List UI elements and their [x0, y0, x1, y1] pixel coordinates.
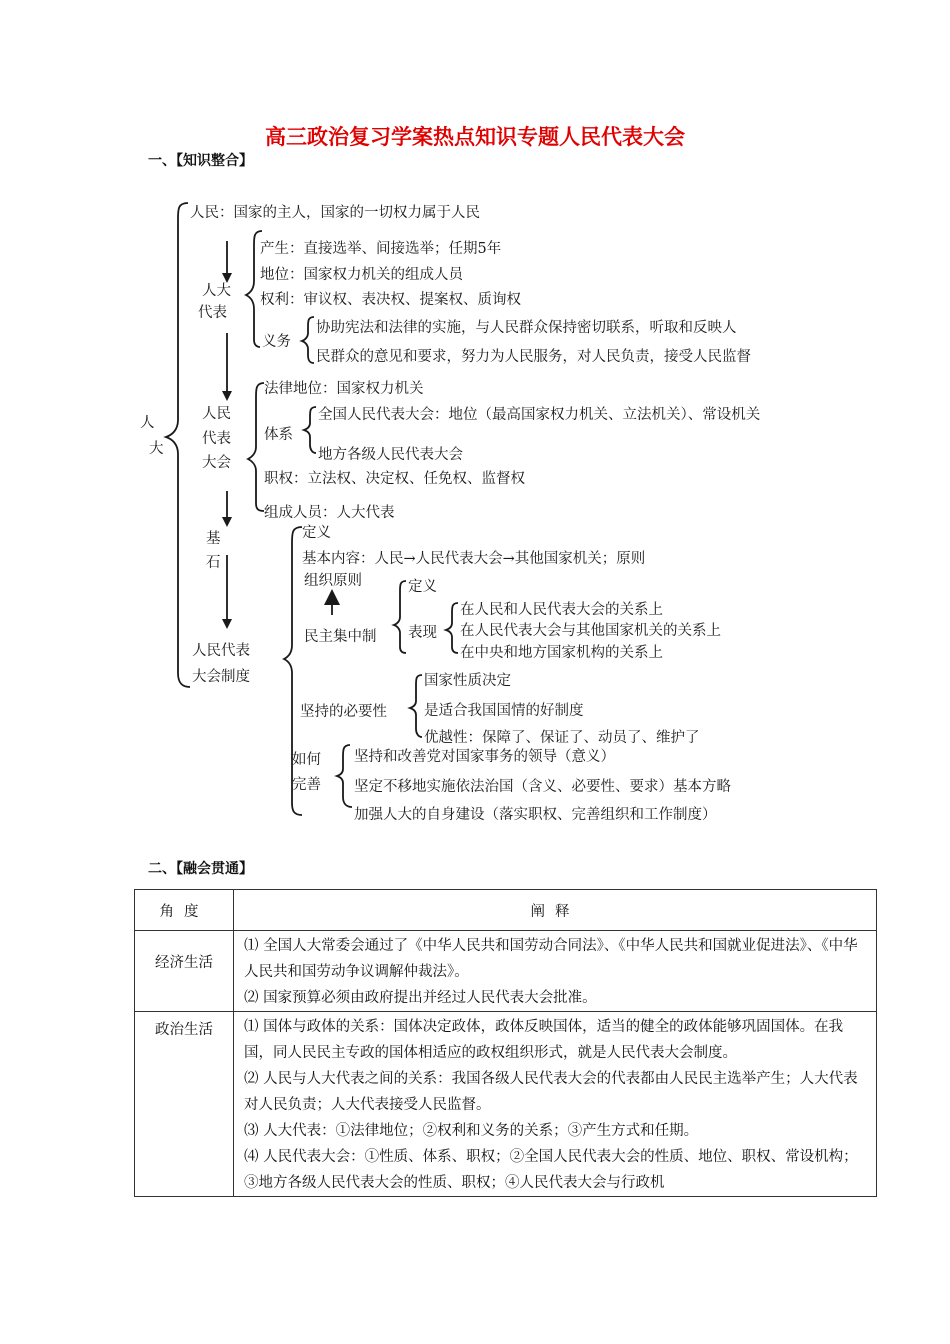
node-ruhe-2: 完善 [292, 777, 321, 793]
row-body [234, 1012, 877, 1197]
node-jishi-2: 石 [206, 555, 221, 571]
header-angle: 角度 [135, 890, 234, 931]
mzjz-brace [394, 581, 406, 653]
node-diwei: 地位：国家权力机关的组成人员 [260, 267, 463, 283]
integration-table [134, 889, 877, 1197]
node-dahui-label3: 大会 [202, 455, 231, 471]
node-jc-1: 国家性质决定 [424, 673, 511, 689]
node-daibiao-label2: 代表 [198, 305, 227, 321]
node-jianchi: 坚持的必要性 [300, 704, 387, 720]
zhidu-brace [284, 527, 302, 815]
node-tixi-1: 全国人民代表大会：地位（最高国家权力机关、立法机关）、常设机关 [318, 407, 761, 423]
node-rh-2: 坚定不移地实施依法治国（含义、必要性、要求）基本方略 [354, 779, 731, 795]
row-angle: 经济生活 [135, 931, 234, 1012]
node-chansheng: 产生：直接选举、间接选举；任期5年 [260, 241, 502, 257]
node-rh-1: 坚持和改善党对国家事务的领导（意义） [354, 749, 615, 765]
node-jc-2: 是适合我国国情的好制度 [424, 703, 584, 719]
page-title: 高三政治复习学案热点知识专题人民代表大会 [265, 125, 685, 149]
row-angle: 政治生活 [135, 1012, 234, 1197]
section-heading-knowledge: 一、【知识整合】 [148, 153, 253, 169]
row-body [234, 931, 877, 1012]
node-jiben: 基本内容：人民→人民代表大会→其他国家机关；原则 [302, 551, 646, 567]
root-label-da: 大 [149, 441, 164, 457]
tixi-brace [304, 407, 316, 453]
table-row [135, 931, 877, 1012]
node-zhidu-label2: 大会制度 [192, 669, 250, 685]
node-rh-3: 加强人大的自身建设（落实职权、完善组织和工作制度） [354, 807, 717, 823]
node-zucheng: 组成人员：人大代表 [264, 505, 395, 521]
node-ruhe-1: 如何 [292, 752, 321, 768]
node-quanli: 权利：审议权、表决权、提案权、质询权 [260, 292, 521, 308]
knowledge-diagram [140, 185, 840, 835]
node-zhiquan: 职权：立法权、决定权、任免权、监督权 [264, 471, 525, 487]
node-bx-3: 在中央和地方国家机构的关系上 [460, 645, 663, 661]
root-label-ren: 人 [140, 415, 155, 431]
node-dingyi: 定义 [302, 525, 331, 541]
node-renmin: 人民：国家的主人，国家的一切权力属于人民 [190, 205, 480, 221]
node-bx-2: 在人民代表大会与其他国家机关的关系上 [460, 623, 721, 639]
jianchi-brace [410, 675, 422, 737]
node-daibiao-label1: 人大 [202, 283, 231, 299]
node-biaoxian: 表现 [408, 625, 437, 641]
node-jc-3: 优越性：保障了、保证了、动员了、维护了 [424, 730, 700, 746]
node-bx-1: 在人民和人民代表大会的关系上 [460, 602, 663, 618]
node-dahui-label1: 人民 [202, 406, 231, 422]
node-tixi-label: 体系 [264, 427, 293, 443]
node-minzhu: 民主集中制 [304, 629, 377, 645]
node-dahui-label2: 代表 [202, 431, 231, 447]
section-heading-integration: 二、【融会贯通】 [148, 861, 253, 877]
ruhe-brace [337, 745, 352, 807]
table-row [135, 1012, 877, 1197]
row-paragraph: ⑶ 人大代表：①法律地位；②权利和义务的关系；③产生方式和任期。 [244, 1123, 699, 1139]
node-zhidu-label1: 人民代表 [192, 643, 250, 659]
node-falv: 法律地位：国家权力机关 [264, 381, 424, 397]
node-jishi-1: 基 [206, 531, 221, 547]
yiwu-brace [302, 317, 314, 363]
dahui-brace [248, 383, 264, 511]
row-paragraph: ⑷ 人民代表大会：①性质、体系、职权；②全国人民代表大会的性质、地位、职权、常设机构；③地方各级人民代表大会的性质、职权；④人民代表大会与行政机 [244, 1149, 858, 1191]
row-paragraph: ⑴ 国体与政体的关系：国体决定政体，政体反映国体，适当的健全的政体能够巩固国体。在我国，同人民民主专政的国体相适应的政权组织形式，就是人民代表大会制度。 [244, 1019, 844, 1061]
table-header-row [135, 890, 877, 931]
node-yiwu-label: 义务 [262, 334, 291, 350]
node-mz-dingyi: 定义 [408, 579, 437, 595]
row-paragraph: ⑵ 国家预算必须由政府提出并经过人民代表大会批准。 [244, 990, 597, 1006]
biaoxian-brace [446, 603, 458, 653]
node-zuzhi: 组织原则 [304, 573, 362, 589]
node-yiwu-2: 民群众的意见和要求，努力为人民服务，对人民负责，接受人民监督 [316, 349, 751, 365]
node-tixi-2: 地方各级人民代表大会 [318, 447, 463, 463]
root-brace [166, 203, 190, 687]
row-paragraph: ⑴ 全国人大常委会通过了《中华人民共和国劳动合同法》、《中华人民共和国就业促进法》、《中华人民共和国劳动争议调解仲裁法》。 [244, 938, 858, 980]
header-explanation: 阐释 [234, 890, 877, 931]
row-paragraph: ⑵ 人民与人大代表之间的关系：我国各级人民代表大会的代表都由人民民主选举产生；人大代表对人民负责；人大代表接受人民监督。 [244, 1071, 858, 1113]
node-yiwu-1: 协助宪法和法律的实施，与人民群众保持密切联系，听取和反映人 [316, 320, 737, 336]
